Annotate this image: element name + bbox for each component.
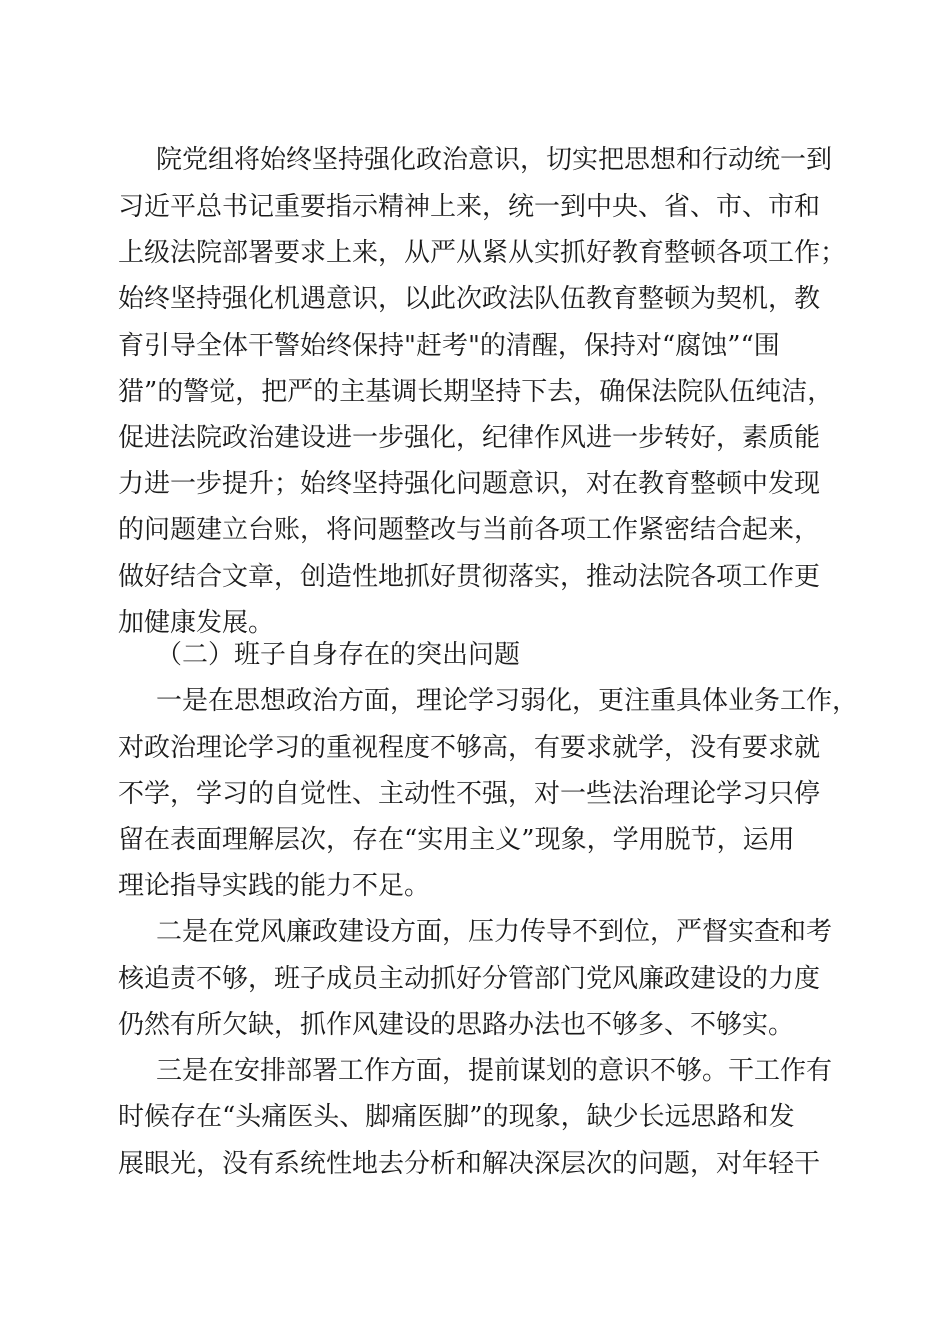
section-heading: （二）班子自身存在的突出问题 — [156, 640, 521, 670]
paragraph-3-line-1: 二是在党风廉政建设方面，压力传导不到位，严督实查和考 — [156, 917, 833, 947]
paragraph-3-line-2: 核追责不够，班子成员主动抓好分管部门党风廉政建设的力度 — [118, 964, 821, 994]
paragraph-1-line-8: 力进一步提升；始终坚持强化问题意识，对在教育整顿中发现 — [118, 469, 821, 499]
paragraph-4-line-2: 时候存在“头痛医头、脚痛医脚”的现象，缺少长远思路和发 — [118, 1102, 795, 1132]
paragraph-2-line-1: 一是在思想政治方面，理论学习弱化，更注重具体业务工作， — [156, 686, 859, 716]
paragraph-1-line-7: 促进法院政治建设进一步强化，纪律作风进一步转好，素质能 — [118, 423, 821, 453]
paragraph-1-line-4: 始终坚持强化机遇意识，以此次政法队伍教育整顿为契机，教 — [118, 284, 821, 314]
paragraph-1-line-10: 做好结合文章，创造性地抓好贯彻落实，推动法院各项工作更 — [118, 562, 821, 592]
paragraph-1-line-6: 猎”的警觉，把严的主基调长期坚持下去，确保法院队伍纯洁， — [118, 377, 834, 407]
paragraph-1-line-5: 育引导全体干警始终保持"赶考"的清醒，保持对“腐蚀”“围 — [118, 331, 780, 361]
paragraph-1-line-11: 加健康发展。 — [118, 608, 275, 638]
paragraph-1-line-3: 上级法院部署要求上来，从严从紧从实抓好教育整顿各项工作； — [118, 238, 847, 268]
paragraph-2-line-3: 不学，学习的自觉性、主动性不强，对一些法治理论学习只停 — [118, 779, 821, 809]
paragraph-1-line-2: 习近平总书记重要指示精神上来，统一到中央、省、市、市和 — [118, 192, 821, 222]
paragraph-2-line-2: 对政治理论学习的重视程度不够高，有要求就学，没有要求就 — [118, 733, 821, 763]
paragraph-2-line-4: 留在表面理解层次，存在“实用主义”现象，学用脱节，运用 — [118, 825, 795, 855]
paragraph-1-line-1: 院党组将始终坚持强化政治意识，切实把思想和行动统一到 — [156, 145, 833, 175]
paragraph-4-line-1: 三是在安排部署工作方面，提前谋划的意识不够。干工作有 — [156, 1056, 833, 1086]
paragraph-3-line-3: 仍然有所欠缺，抓作风建设的思路办法也不够多、不够实。 — [118, 1010, 795, 1040]
paragraph-4-line-3: 展眼光，没有系统性地去分析和解决深层次的问题，对年轻干 — [118, 1149, 821, 1179]
paragraph-2-line-5: 理论指导实践的能力不足。 — [118, 871, 431, 901]
paragraph-1-line-9: 的问题建立台账，将问题整改与当前各项工作紧密结合起来， — [118, 515, 821, 545]
